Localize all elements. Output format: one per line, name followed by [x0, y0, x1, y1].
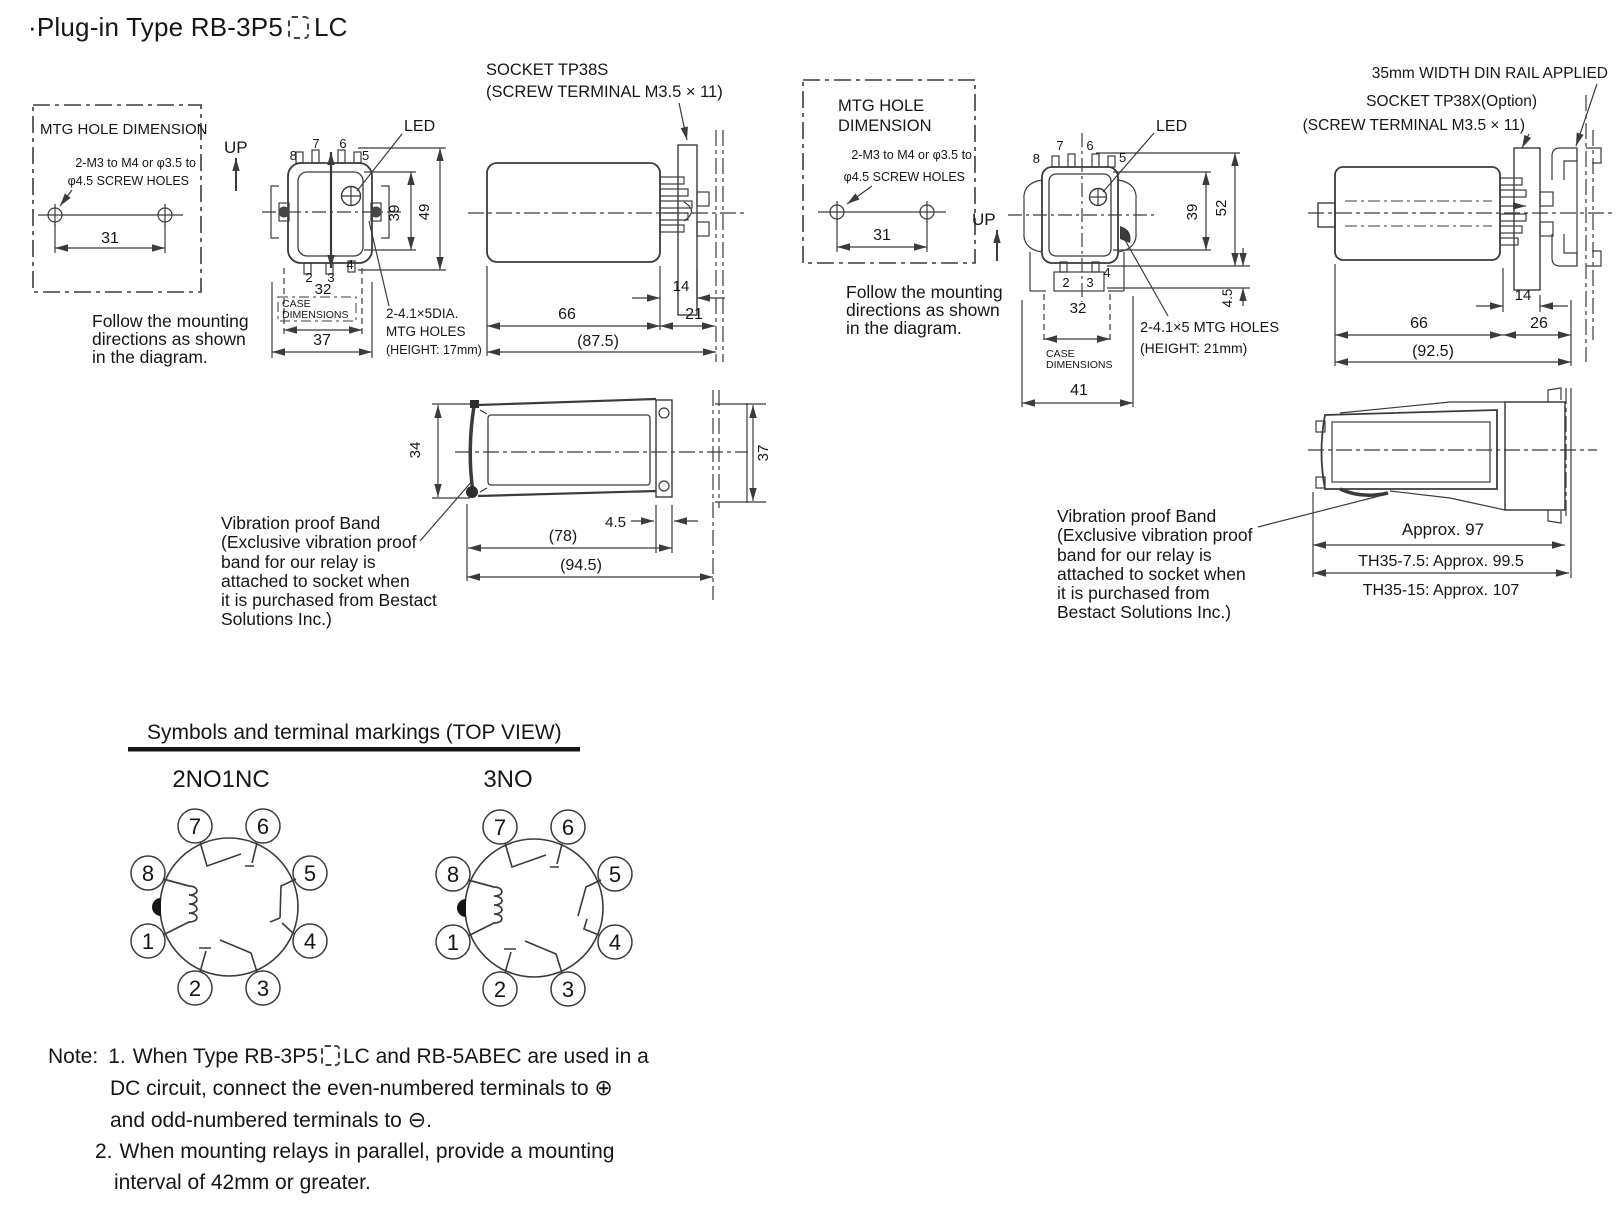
- note-line: band for our relay is: [221, 551, 376, 572]
- up-label: UP: [972, 210, 996, 229]
- note-line: band for our relay is: [1057, 544, 1212, 565]
- note-line: directions as shown: [846, 300, 1000, 320]
- note-line: it is purchased from Bestact: [221, 590, 437, 611]
- mtg-box-note1: 2-M3 to M4 or φ3.5 to: [851, 148, 972, 162]
- dim-37: 37: [755, 444, 772, 462]
- symbols-heading: Symbols and terminal markings (TOP VIEW): [147, 721, 562, 744]
- symbols-section: [128, 721, 632, 1006]
- note-label: Note:: [48, 1045, 99, 1068]
- left-mounting-note: [92, 312, 249, 366]
- note-line: Solutions Inc.): [221, 609, 332, 630]
- right-bottom-view: [1258, 388, 1597, 599]
- note-line: Vibration proof Band: [221, 513, 381, 533]
- pin-label: 5: [362, 148, 370, 163]
- dim-th35-15: TH35-15: Approx. 107: [1362, 582, 1520, 599]
- pin-label: 8: [289, 148, 297, 163]
- diagram-label-2no1nc: 2NO1NC: [172, 766, 270, 793]
- mtg-box-note1: 2-M3 to M4 or φ3.5 to: [75, 156, 196, 170]
- socket-title: SOCKET TP38S: [486, 61, 609, 79]
- key-notch-icon: [152, 898, 161, 916]
- dim-37: 37: [313, 332, 331, 349]
- mtg-box-title: MTG HOLE: [838, 97, 925, 115]
- terminal-number: 3: [561, 977, 575, 1002]
- note-2-line-1: [48, 1136, 649, 1167]
- left-socket-side-view: [468, 61, 745, 362]
- pin-label: 5: [1119, 150, 1127, 165]
- note-1-line-1: [48, 1041, 649, 1072]
- dim-14: 14: [672, 278, 690, 295]
- din-rail-label: 35mm WIDTH DIN RAIL APPLIED: [1371, 65, 1608, 82]
- pin-label: 2: [1062, 275, 1070, 290]
- coil-symbol-icon: [468, 880, 502, 936]
- page-title: [28, 12, 348, 43]
- terminal-number: 1: [446, 930, 460, 955]
- mtg-box-title: DIMENSION: [838, 117, 932, 135]
- vibration-band-icon: [470, 406, 474, 492]
- note-line: Vibration proof Band: [1057, 506, 1217, 526]
- note-line: Follow the mounting: [846, 282, 1003, 302]
- circled-plus-symbol: ⊕: [594, 1075, 613, 1100]
- key-notch-icon: [457, 899, 466, 917]
- note-text: and odd-numbered terminals to: [110, 1109, 402, 1132]
- vibration-band-icon: [1340, 489, 1388, 495]
- note-line: (Exclusive vibration proof: [221, 532, 417, 553]
- dim-49: 49: [416, 203, 433, 221]
- socket-title: SOCKET TP38X(Option): [1366, 93, 1537, 110]
- dim-87-5: (87.5): [577, 333, 619, 350]
- pin-label: 6: [1086, 138, 1094, 153]
- terminal-number: 8: [446, 862, 460, 887]
- dim-52: 52: [1213, 199, 1230, 217]
- note-line: (Exclusive vibration proof: [1057, 525, 1253, 546]
- left-bottom-view: [407, 390, 772, 600]
- terminal-number: 2: [493, 977, 507, 1002]
- dim-31: 31: [873, 227, 891, 244]
- left-vibration-band-note: [221, 514, 437, 630]
- note-line: in the diagram.: [92, 347, 208, 367]
- mtg-holes-note: 2-4.1×5DIA.: [386, 306, 459, 321]
- terminal-number: 7: [188, 814, 202, 839]
- dim-21: 21: [685, 306, 703, 323]
- left-mtg-hole-dimension-box: [33, 105, 208, 292]
- mtg-box-note2: φ4.5 SCREW HOLES: [67, 174, 189, 188]
- coil-symbol-icon: [163, 879, 197, 935]
- terminal-number: 2: [188, 976, 202, 1001]
- terminal-number: 5: [303, 861, 317, 886]
- contact-no-right: [578, 880, 601, 935]
- dim-94-5: (94.5): [560, 557, 602, 574]
- note-1-number: 1.: [108, 1045, 126, 1068]
- heading-underline: [128, 747, 580, 752]
- terminal-number: 8: [141, 861, 155, 886]
- pin-label: 7: [312, 136, 320, 151]
- circled-minus-symbol: ⊖: [407, 1107, 427, 1132]
- case-dimensions-label: CASE: [1046, 348, 1075, 360]
- left-relay-front-view: [262, 118, 482, 358]
- note-1-line-2: [48, 1072, 649, 1104]
- pin-label: 4: [346, 257, 354, 272]
- mtg-holes-note: (HEIGHT: 17mm): [386, 343, 482, 357]
- left-up-indicator: [224, 138, 248, 191]
- pin-label: 4: [1103, 265, 1111, 280]
- right-relay-front-view: [1008, 118, 1279, 407]
- note-1-line-3: [48, 1104, 649, 1136]
- right-mounting-note: [846, 283, 1003, 337]
- mtg-holes-note: (HEIGHT: 21mm): [1140, 340, 1248, 356]
- socket-subtitle: (SCREW TERMINAL M3.5 × 11): [1302, 117, 1525, 134]
- note-line: attached to socket when: [221, 570, 410, 591]
- note-line: in the diagram.: [846, 318, 962, 338]
- up-label: UP: [224, 138, 248, 157]
- dim-32: 32: [314, 281, 332, 298]
- page-title-prefix: ·Plug-in Type RB-3P5: [28, 12, 283, 42]
- dim-66: 66: [558, 306, 576, 323]
- dim-92-5: (92.5): [1412, 343, 1454, 360]
- case-dimensions-label: DIMENSIONS: [282, 309, 349, 321]
- contact-no-top: [505, 843, 546, 867]
- note-2-line-2: [48, 1167, 649, 1198]
- dim-39: 39: [386, 204, 403, 222]
- pin-label: 8: [1032, 151, 1040, 166]
- page-title-suffix: LC: [313, 12, 348, 42]
- dim-approx-97: Approx. 97: [1401, 520, 1485, 539]
- dim-78: (78): [548, 528, 578, 545]
- note-line: it is purchased from: [1057, 583, 1210, 604]
- dim-41: 41: [1070, 382, 1088, 399]
- note-line: Bestact Solutions Inc.): [1057, 602, 1232, 623]
- socket-subtitle: (SCREW TERMINAL M3.5 × 11): [486, 83, 723, 101]
- pin-label: 2: [305, 270, 313, 285]
- diagram-label-3no: 3NO: [483, 766, 533, 793]
- note-text: When mounting relays in parallel, provide a mounting: [119, 1140, 615, 1163]
- case-dimensions-label: DIMENSIONS: [1046, 359, 1113, 371]
- contact-no-top: [200, 842, 241, 866]
- contact-no-bottom: [220, 940, 257, 972]
- dim-th35-7-5: TH35-7.5: Approx. 99.5: [1358, 553, 1524, 570]
- pin-label: 3: [327, 270, 335, 285]
- terminal-number: 3: [256, 976, 270, 1001]
- dim-66: 66: [1410, 315, 1428, 332]
- note-text: .: [426, 1109, 432, 1132]
- mtg-box-note2: φ4.5 SCREW HOLES: [843, 170, 965, 184]
- terminal-diagram-2no1nc: [131, 809, 327, 1005]
- terminal-number: 6: [561, 815, 575, 840]
- pin-label: 7: [1056, 138, 1064, 153]
- right-socket-side-view: [1303, 65, 1612, 366]
- dim-32: 32: [1069, 300, 1087, 317]
- terminal-number: 5: [608, 862, 622, 887]
- model-placeholder-box: [288, 16, 309, 39]
- pin-label: 3: [1086, 275, 1094, 290]
- mtg-holes-note: MTG HOLES: [386, 324, 466, 339]
- mtg-box-title: MTG HOLE DIMENSION: [40, 121, 208, 138]
- contact-no-bottom: [525, 941, 562, 973]
- terminal-diagram-3no: [436, 810, 632, 1006]
- model-placeholder-box: [321, 1045, 340, 1066]
- terminal-number: 4: [608, 930, 622, 955]
- terminal-number: 1: [141, 929, 155, 954]
- contact-nc-right: [270, 879, 296, 934]
- led-label: LED: [404, 118, 436, 135]
- right-vibration-band-note: [1057, 507, 1253, 623]
- dim-26: 26: [1530, 315, 1548, 332]
- dim-14: 14: [1514, 287, 1532, 304]
- led-label: LED: [1156, 118, 1188, 135]
- note-text: When Type RB-3P5: [132, 1045, 318, 1068]
- dim-31: 31: [101, 230, 119, 247]
- terminal-number: 4: [303, 929, 317, 954]
- footer-notes: [48, 1041, 649, 1198]
- dim-34: 34: [407, 441, 424, 459]
- note-2-number: 2.: [95, 1140, 113, 1163]
- note-text: interval of 42mm or greater.: [114, 1171, 371, 1194]
- note-text: DC circuit, connect the even-numbered terminals to: [110, 1077, 589, 1100]
- note-line: attached to socket when: [1057, 563, 1246, 584]
- note-text: LC and RB-5ABEC are used in a: [342, 1045, 649, 1068]
- dim-39: 39: [1184, 203, 1201, 221]
- dim-4-5: 4.5: [1220, 288, 1235, 308]
- right-mtg-hole-dimension-box: [803, 80, 975, 263]
- dim-4-5: 4.5: [605, 514, 626, 531]
- case-dimensions-label: CASE: [282, 298, 311, 310]
- pin-label: 6: [339, 136, 347, 151]
- terminal-number: 7: [493, 815, 507, 840]
- terminal-number: 6: [256, 814, 270, 839]
- note-line: Follow the mounting: [92, 311, 249, 331]
- note-line: directions as shown: [92, 329, 246, 349]
- mtg-holes-note: 2-4.1×5 MTG HOLES: [1140, 320, 1280, 336]
